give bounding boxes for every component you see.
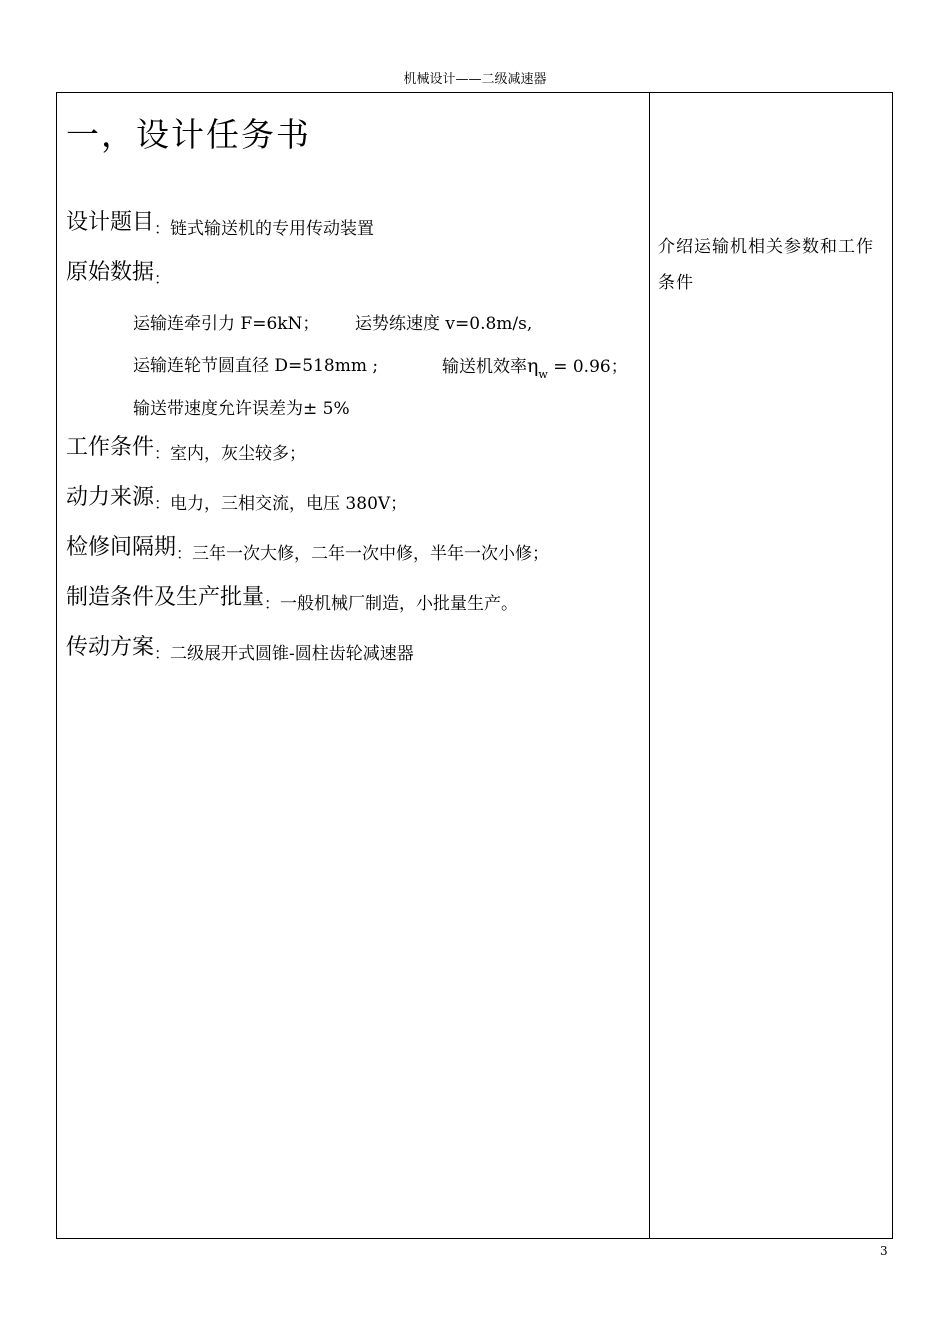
design-topic-row bbox=[66, 209, 374, 237]
manufacturing-row bbox=[66, 584, 518, 612]
work-condition-row bbox=[66, 434, 306, 462]
design-topic-value: 链式输送机的专用传动装置 bbox=[170, 219, 375, 239]
colon: ： bbox=[154, 444, 171, 463]
maintenance-value: 三年一次大修，二年一次中修，半年一次小修； bbox=[192, 544, 550, 564]
colon: ： bbox=[154, 219, 171, 238]
page-number: 3 bbox=[880, 1244, 888, 1258]
power-source-label: 动力来源 bbox=[66, 485, 155, 510]
maintenance-row bbox=[66, 534, 549, 562]
param-diameter: 运输连轮节圆直径 D=518mm ; bbox=[133, 356, 379, 376]
column-divider bbox=[649, 92, 650, 1239]
side-note: 介绍运输机相关参数和工作条件 bbox=[658, 237, 874, 293]
param-force: 运输连牵引力 F=6kN； bbox=[133, 314, 320, 334]
eta-subscript: w bbox=[538, 368, 548, 381]
power-source-value: 电力，三相交流，电压 380V； bbox=[170, 494, 408, 514]
raw-data-row bbox=[66, 259, 170, 287]
transmission-value: 二级展开式圆锥-圆柱齿轮减速器 bbox=[170, 644, 414, 664]
section-heading: 一，设计任务书 bbox=[66, 115, 311, 154]
power-source-row bbox=[66, 484, 407, 512]
colon: ： bbox=[154, 269, 171, 288]
work-condition-value: 室内，灰尘较多； bbox=[170, 444, 307, 464]
transmission-row bbox=[66, 634, 414, 662]
raw-data-label: 原始数据 bbox=[66, 260, 155, 285]
manufacturing-value: 一般机械厂制造，小批量生产。 bbox=[280, 594, 519, 614]
document-header-title: 机械设计——二级减速器 bbox=[403, 72, 547, 87]
param-efficiency bbox=[442, 355, 628, 380]
maintenance-label: 检修间隔期 bbox=[66, 535, 177, 560]
efficiency-value: = 0.96； bbox=[547, 357, 628, 377]
colon: ： bbox=[154, 644, 171, 663]
transmission-label: 传动方案 bbox=[66, 635, 155, 660]
eta-symbol: η bbox=[527, 355, 539, 377]
manufacturing-label: 制造条件及生产批量 bbox=[66, 585, 265, 610]
param-tolerance: 输送带速度允许误差为± 5% bbox=[133, 399, 350, 419]
colon: ： bbox=[176, 544, 193, 563]
colon: ： bbox=[154, 494, 171, 513]
work-condition-label: 工作条件 bbox=[66, 435, 155, 460]
efficiency-prefix: 输送机效率 bbox=[442, 357, 527, 377]
design-topic-label: 设计题目 bbox=[66, 210, 155, 235]
colon: ： bbox=[264, 594, 281, 613]
param-speed: 运势练速度 v=0.8m/s, bbox=[355, 314, 533, 334]
